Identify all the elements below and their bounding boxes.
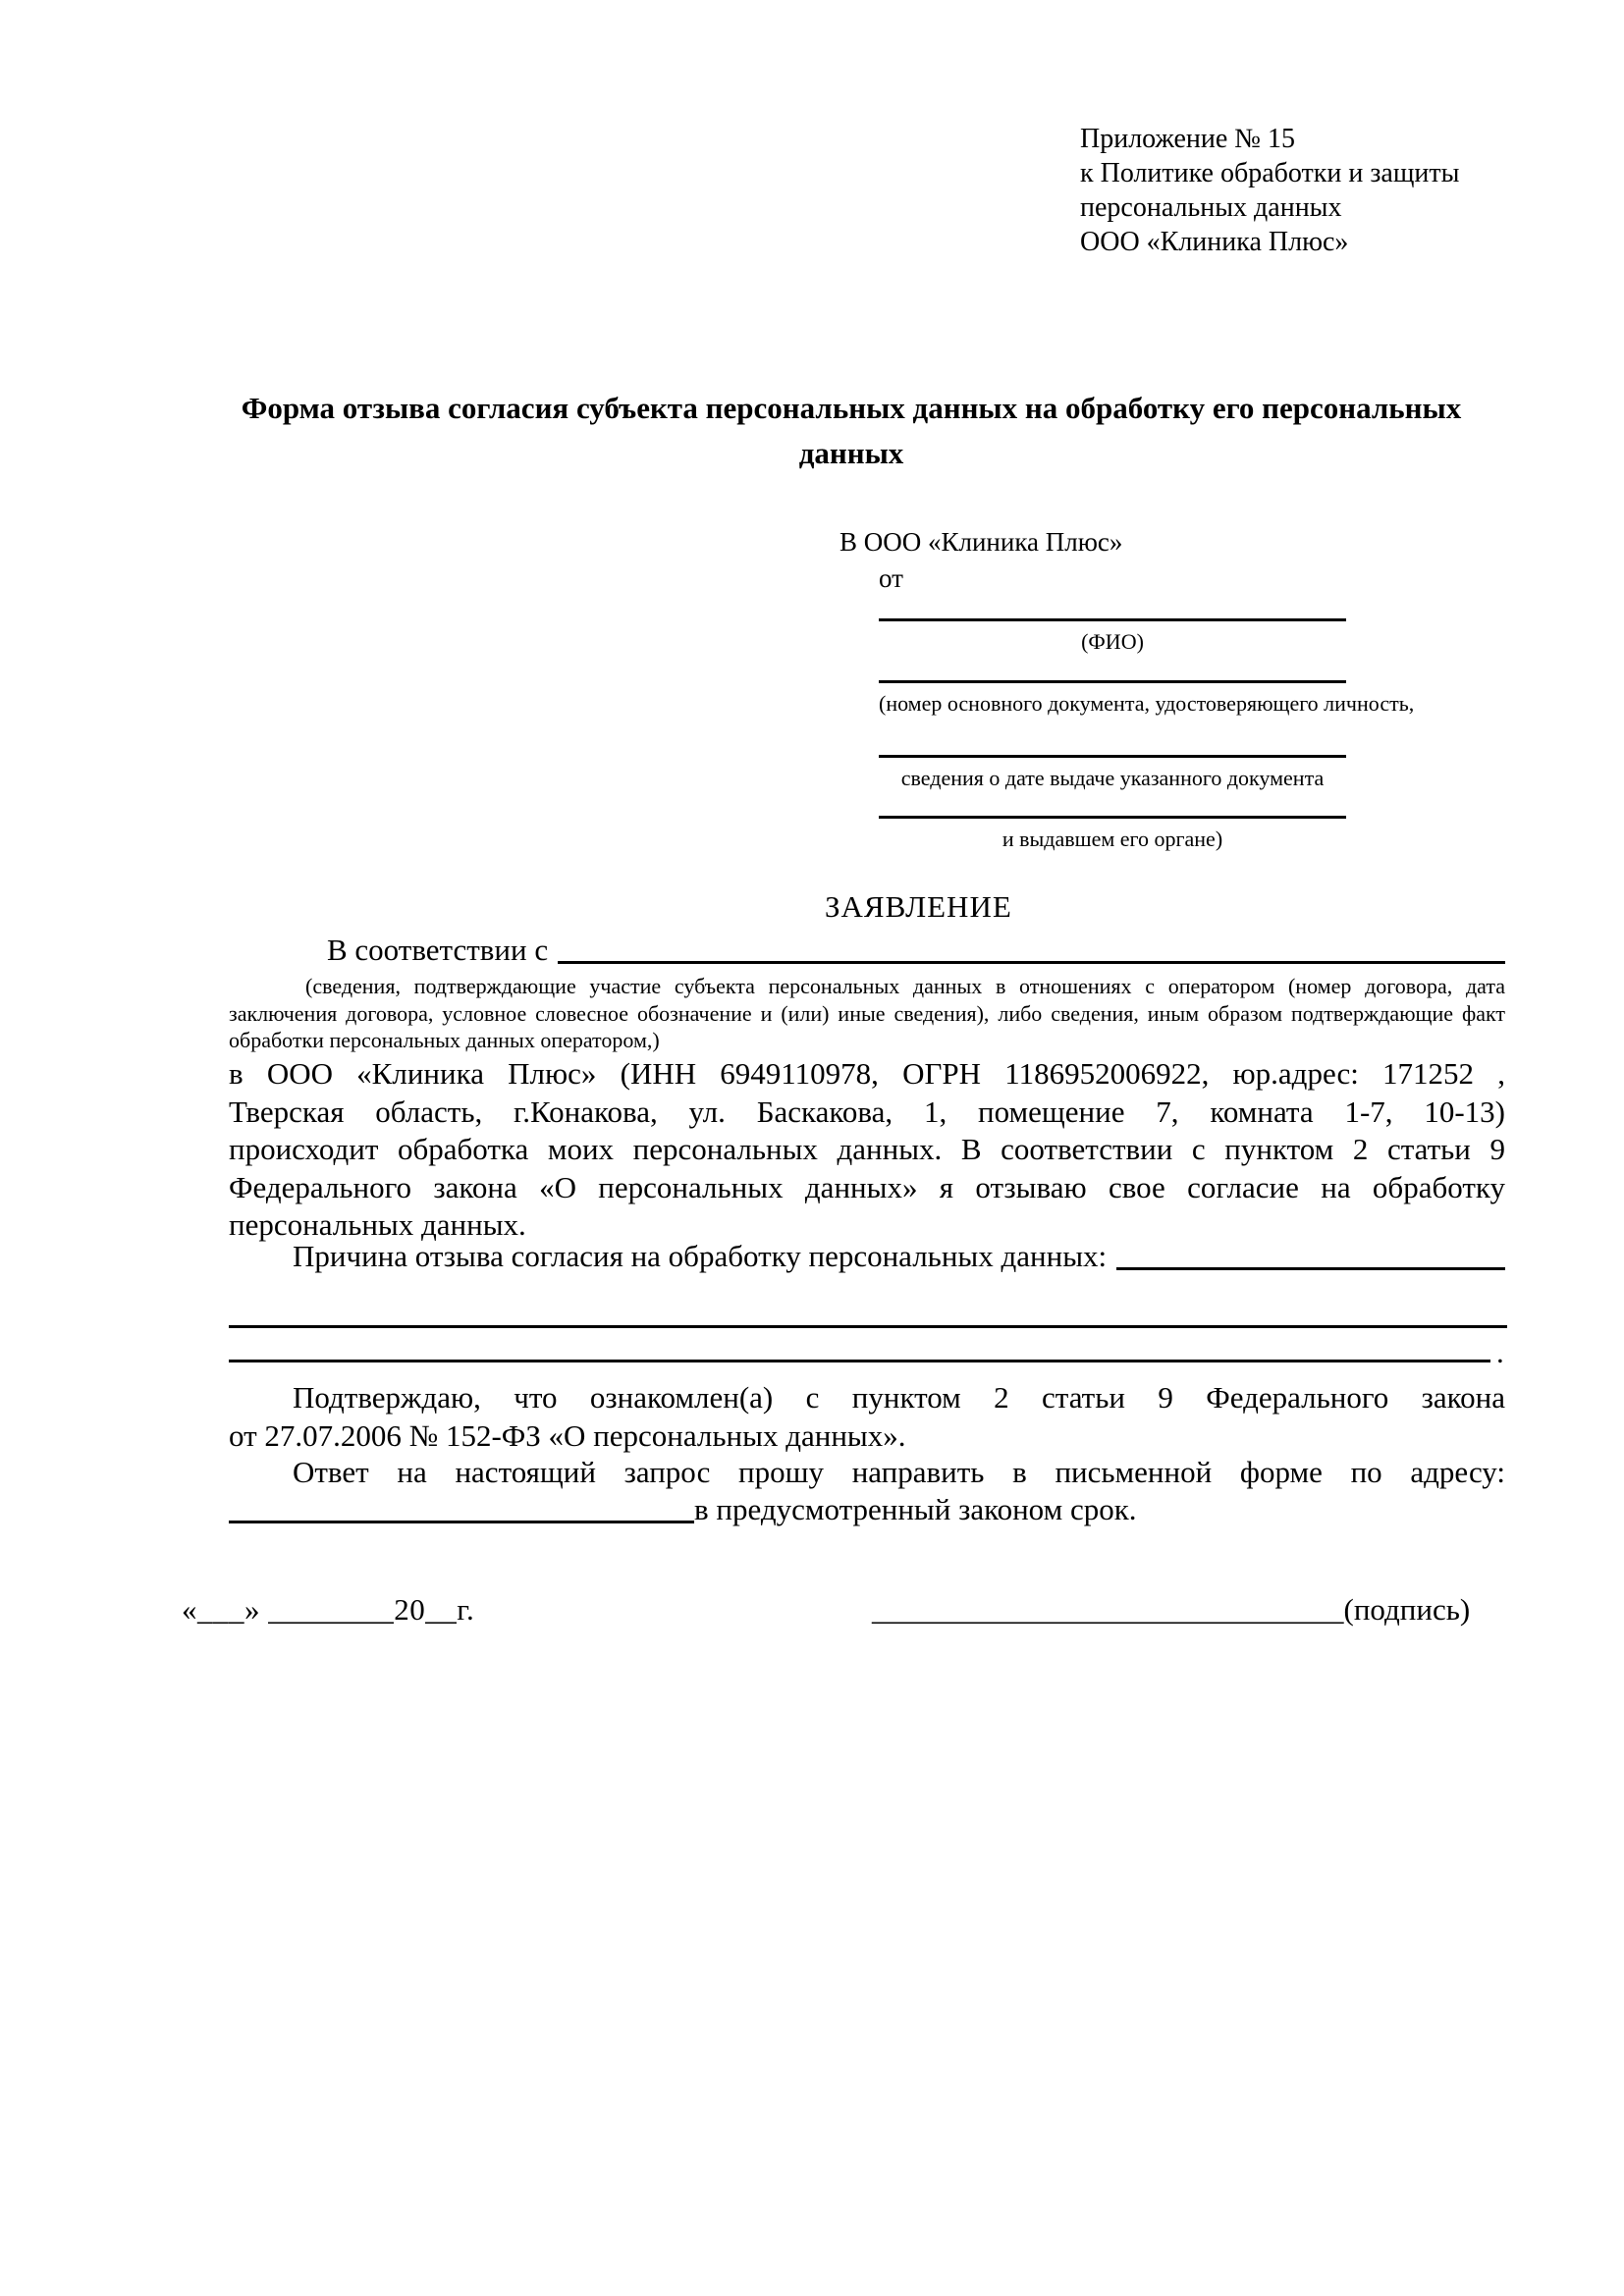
confirm-line: Подтверждаю, что ознакомлен(а) с пунктом 2 статьи 9 Федерального закона [293, 1380, 1505, 1415]
statement-heading: ЗАЯВЛЕНИЕ [825, 889, 1012, 924]
body-line: в ООО «Клиника Плюс» (ИНН 6949110978, ОГРН 1186952006922, юр.адрес: 171252 , [229, 1056, 1505, 1091]
annex-header [1080, 122, 1551, 259]
fio-blank-line [879, 599, 1346, 621]
addressee-from-label: от [879, 563, 903, 593]
intro-note-line: обработки персональных данных оператором,) [229, 1028, 660, 1052]
confirm-line: от 27.07.2006 № 152-ФЗ «О персональных данных». [229, 1417, 906, 1453]
annex-number: Приложение № 15 [1080, 124, 1295, 154]
addressee-org: В ООО «Клиника Плюс» [839, 527, 1123, 557]
reason-row [229, 1238, 1505, 1275]
reason-blank-line-2 [229, 1306, 1507, 1328]
fio-caption: (ФИО) [1081, 629, 1144, 654]
doc-number-blank-line [879, 661, 1346, 683]
annex-policy-line2: персональных данных [1080, 192, 1342, 223]
reply-address-row [229, 1491, 1505, 1528]
body-line: происходит обработка моих персональных данных. В соответствии с пунктом 2 статьи 9 [229, 1132, 1505, 1166]
intro-note-line: (сведения, подтверждающие участие субъекта персональных данных в отношениях с оператором (номер договора, дата [305, 974, 1505, 998]
confirm-paragraph [229, 1379, 1505, 1455]
annex-org: ООО «Клиника Плюс» [1080, 227, 1349, 257]
reply-request-line: Ответ на настоящий запрос прошу направить в письменной форме по адресу: [293, 1455, 1505, 1489]
doc-date-caption: сведения о дате выдаче указанного документа [900, 766, 1325, 790]
doc-date-blank-line [879, 735, 1346, 758]
intro-row [229, 932, 1505, 969]
reply-address-blank-line [229, 1491, 694, 1523]
signature-caption: (подпись) [1343, 1592, 1471, 1627]
body-paragraph [229, 1055, 1505, 1245]
doc-issuer-caption: и выдавшем его органе) [1001, 827, 1223, 851]
reason-blank-line [1116, 1238, 1505, 1270]
reason-blank-line-3 [229, 1340, 1490, 1362]
signature-blank-line: _______________________________ [872, 1592, 1344, 1627]
intro-blank-line [558, 932, 1505, 964]
reply-tail-text: в предусмотренный законом срок. [694, 1492, 1137, 1526]
reason-lead-text: Причина отзыва согласия на обработку персональных данных: [293, 1239, 1108, 1273]
reason-line-period: . [1496, 1335, 1504, 1369]
annex-policy-line1: к Политике обработки и защиты [1080, 158, 1460, 188]
doc-number-caption: (номер основного документа, удостоверяющего личность, [879, 691, 1415, 716]
doc-issuer-blank-line [879, 796, 1346, 819]
intro-note-line: заключения договора, условное словесное обозначение и (или) иные сведения), либо сведения, иным образом подтверждающие факт [229, 1000, 1505, 1026]
body-line: Федерального закона «О персональных данных» я отзываю свое согласие на обработку [229, 1169, 1505, 1204]
body-line: Тверская область, г.Конакова, ул. Баскакова, 1, помещение 7, комната 1-7, 10-13) [229, 1094, 1505, 1129]
intro-lead-text: В соответствии с [327, 933, 549, 967]
intro-note [229, 973, 1505, 1054]
signature-block [872, 1592, 1470, 1628]
page-title: Форма отзыва согласия субъекта персональных данных на обработку его персональных данных [241, 391, 1462, 470]
body-line: персональных данных. [229, 1207, 526, 1242]
signature-date-blank: «___» ________20__г. [182, 1592, 475, 1627]
